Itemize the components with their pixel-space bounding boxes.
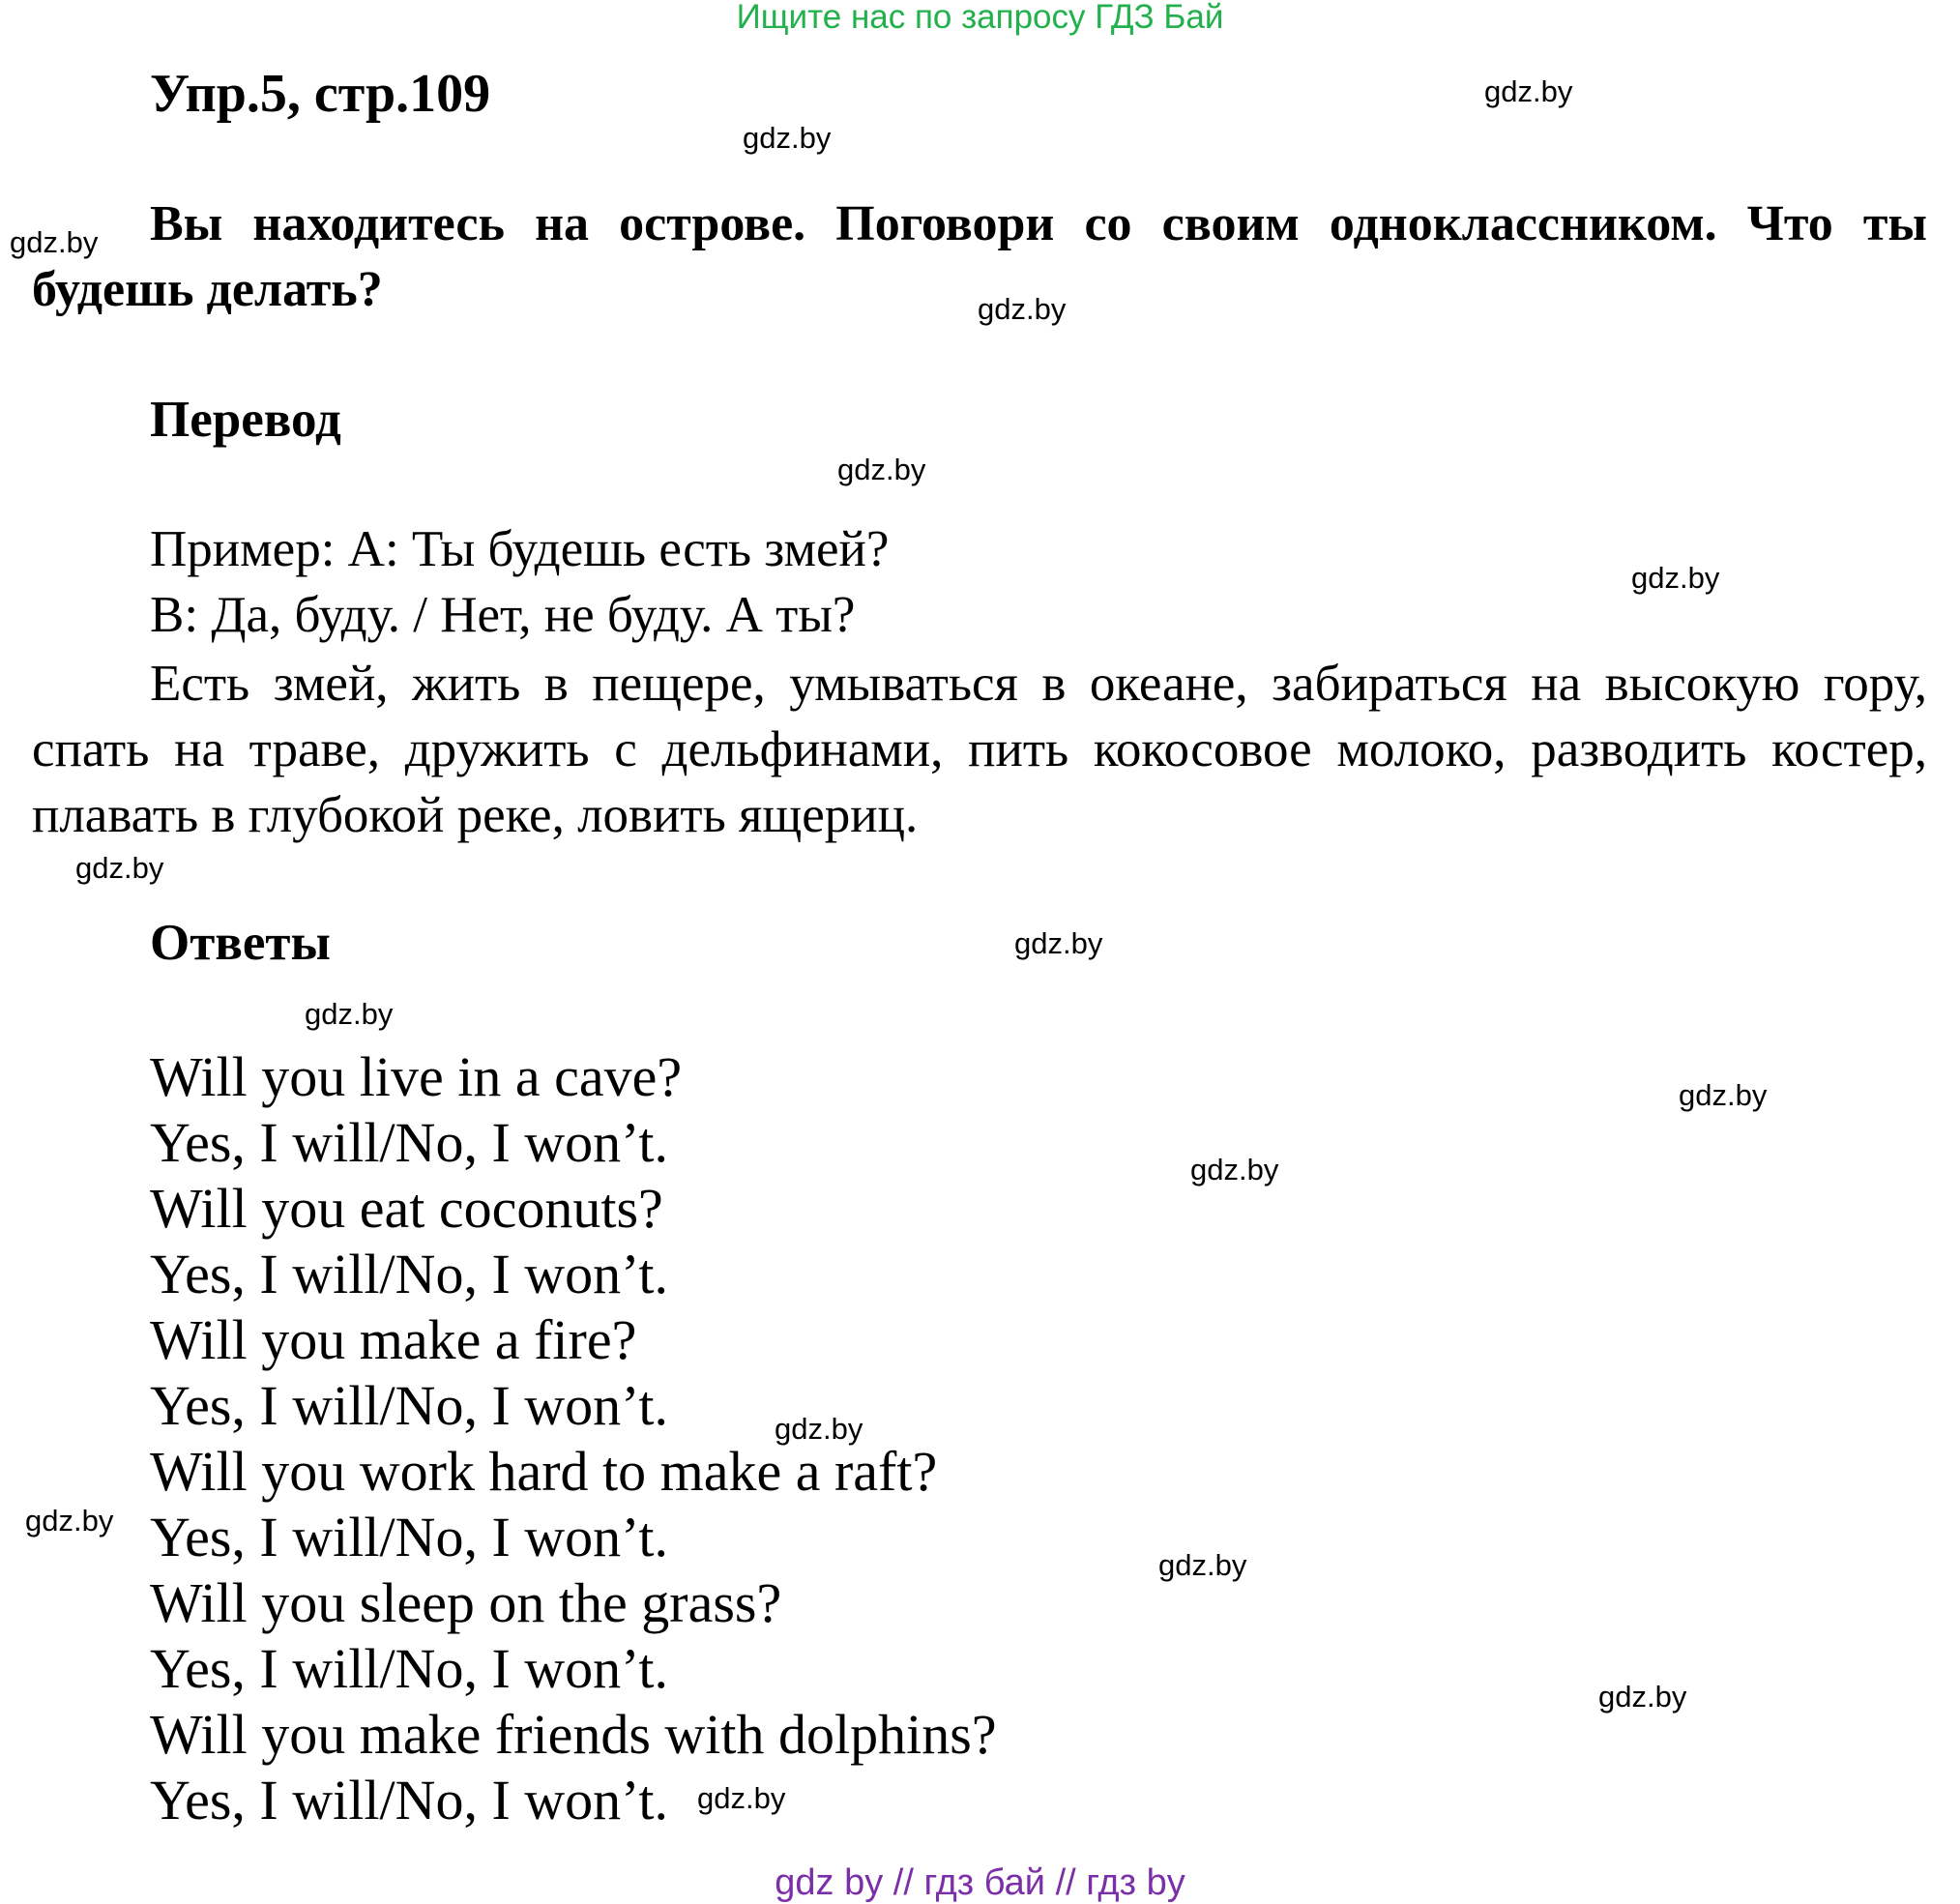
watermark: gdz.by [25, 1504, 114, 1538]
answers-list [150, 1044, 997, 1833]
answer-line: Yes, I will/No, I won’t. [150, 1769, 669, 1831]
watermark: gdz.by [978, 292, 1067, 326]
top-banner: Ищите нас по запросу ГДЗ Бай [736, 0, 1224, 36]
watermark: gdz.by [75, 851, 164, 885]
answer-line: Yes, I will/No, I won’t. [150, 1637, 669, 1700]
answer-line: Yes, I will/No, I won’t. [150, 1243, 669, 1305]
answer-line: Yes, I will/No, I won’t. [150, 1374, 669, 1437]
answer-line: Will you sleep on the grass? [150, 1571, 782, 1634]
options-paragraph: Есть змей, жить в пещере, умываться в океане, забираться на высокую гору, спать на траве, дружить с дельфинами, пить кокосовое молоко, разводить костер, плавать в глубокой реке, ловить ящериц. [32, 656, 1927, 843]
watermark: gdz.by [1631, 561, 1720, 595]
watermark: gdz.by [1014, 926, 1103, 960]
task-text: Вы находитесь на острове. Поговори со своим одноклассником. Что ты будешь делать? [32, 196, 1927, 317]
answer-line: Will you eat coconuts? [150, 1177, 663, 1240]
answers-heading: Ответы [150, 915, 331, 971]
answer-line: Will you work hard to make a raft? [150, 1440, 938, 1503]
watermark: gdz.by [743, 121, 832, 155]
watermark: gdz.by [837, 453, 926, 486]
watermark: gdz.by [775, 1412, 863, 1446]
exercise-title: Упр.5, стр.109 [150, 64, 491, 124]
watermark: gdz.by [1190, 1153, 1279, 1186]
translation-heading: Перевод [150, 392, 341, 448]
footer-links: gdz by // гдз бай // гдз by [775, 1862, 1185, 1903]
answer-line: Will you make a fire? [150, 1308, 637, 1371]
watermark: gdz.by [1679, 1078, 1768, 1112]
watermark: gdz.by [1598, 1680, 1687, 1714]
watermark: gdz.by [1158, 1548, 1247, 1582]
example-answer: В: Да, буду. / Нет, не буду. А ты? [150, 587, 856, 643]
watermark: gdz.by [1484, 74, 1573, 108]
answer-line: Will you live in a cave? [150, 1045, 683, 1108]
watermark: gdz.by [697, 1781, 786, 1815]
answer-line: Yes, I will/No, I won’t. [150, 1111, 669, 1174]
example-question: Пример: А: Ты будешь есть змей? [150, 521, 890, 577]
watermark: gdz.by [10, 225, 99, 259]
watermark: gdz.by [305, 997, 394, 1031]
answer-line: Will you make friends with dolphins? [150, 1703, 997, 1766]
answer-line: Yes, I will/No, I won’t. [150, 1506, 669, 1568]
